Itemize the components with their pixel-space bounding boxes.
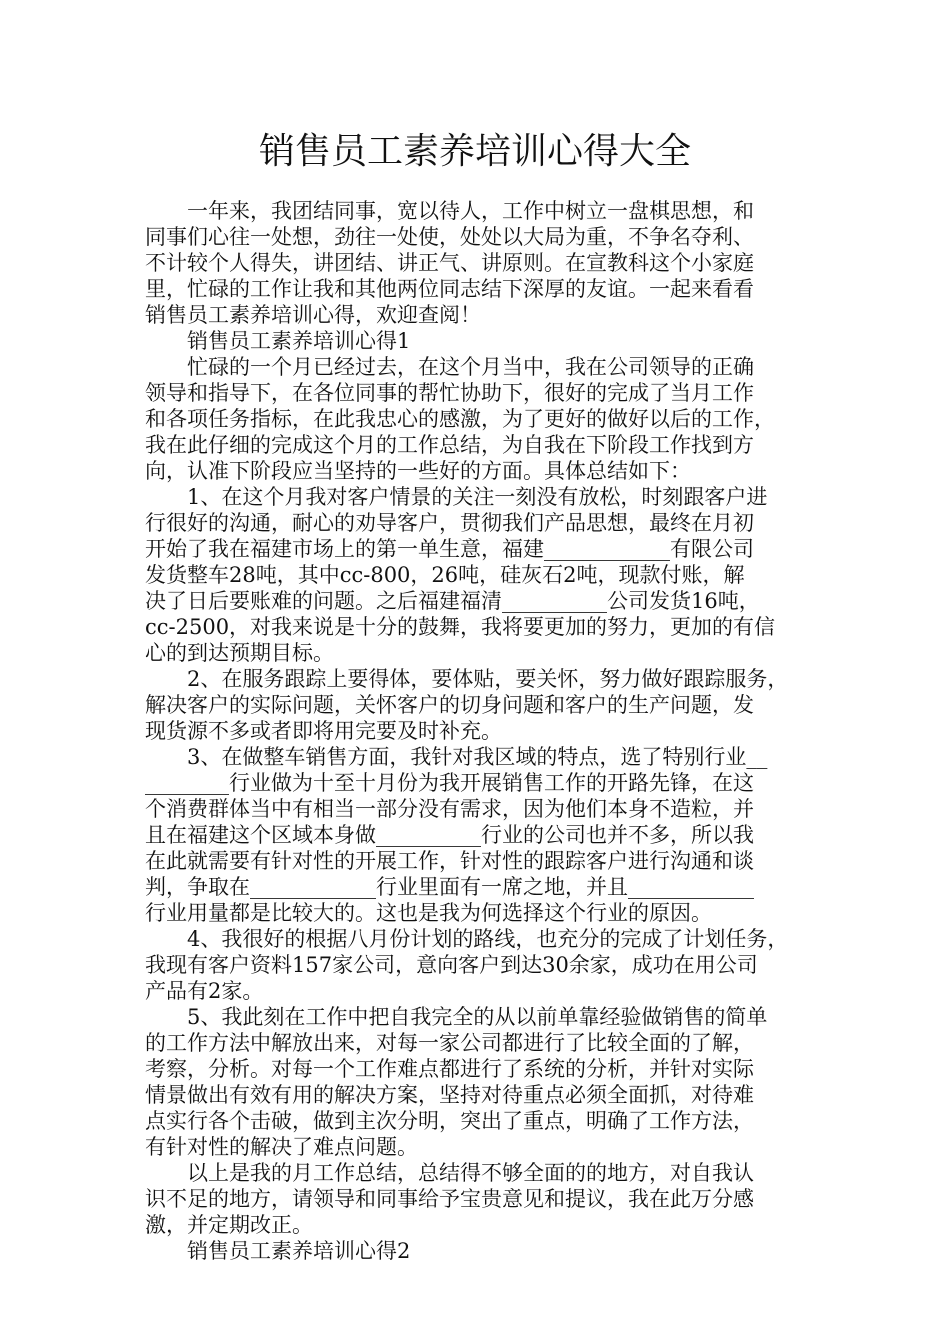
text-line: 销售员工素养培训心得2 xyxy=(187,1239,411,1263)
text-line: 识不足的地方，请领导和同事给予宝贵意见和提议，我在此万分感 xyxy=(145,1187,754,1211)
text-line: 在此就需要有针对性的开展工作，针对性的跟踪客户进行沟通和谈 xyxy=(145,849,754,873)
text-line: 决了日后要账难的问题。之后福建福清__________公司发货16吨， xyxy=(145,589,760,613)
text-line: 开始了我在福建市场上的第一单生意，福建____________有限公司 xyxy=(145,537,754,561)
text-line: 以上是我的月工作总结，总结得不够全面的的地方，对自我认 xyxy=(187,1161,754,1185)
text-line: 向，认准下阶段应当坚持的一些好的方面。具体总结如下： xyxy=(145,459,691,483)
text-line: cc-2500，对我来说是十分的鼓舞，我将要更加的努力，更加的有信 xyxy=(145,615,776,639)
text-line: 情景做出有效有用的解决方案，坚持对待重点必须全面抓，对待难 xyxy=(145,1083,754,1107)
text-line: 1、在这个月我对客户情景的关注一刻没有放松，时刻跟客户进 xyxy=(187,485,768,509)
text-line: 激，并定期改正。 xyxy=(145,1213,313,1237)
text-line: 销售员工素养培训心得1 xyxy=(187,329,411,353)
text-line: 5、我此刻在工作中把自我完全的从以前单靠经验做销售的简单 xyxy=(187,1005,768,1029)
text-line: 且在福建这个区域本身做__________行业的公司也并不多，所以我 xyxy=(145,823,754,847)
text-line: 3、在做整车销售方面，我针对我区域的特点，选了特别行业__ xyxy=(187,745,768,769)
text-line: ________行业做为十至十月份为我开展销售工作的开路先锋，在这 xyxy=(145,771,754,795)
text-line: 2、在服务跟踪上要得体，要体贴，要关怀，努力做好跟踪服务， xyxy=(187,667,789,691)
text-line: 同事们心往一处想，劲往一处使，处处以大局为重，不争名夺利、 xyxy=(145,225,754,249)
text-line: 判，争取在____________行业里面有一席之地，并且____________ xyxy=(145,875,754,899)
text-line: 解决客户的实际问题，关怀客户的切身问题和客户的生产问题，发 xyxy=(145,693,754,717)
text-line: 不计较个人得失，讲团结、讲正气、讲原则。在宣教科这个小家庭 xyxy=(145,251,754,275)
text-line: 行业用量都是比较大的。这也是我为何选择这个行业的原因。 xyxy=(145,901,712,925)
document-title: 销售员工素养培训心得大全 xyxy=(258,131,691,172)
text-line: 有针对性的解决了难点问题。 xyxy=(145,1135,418,1159)
text-line: 忙碌的一个月已经过去，在这个月当中，我在公司领导的正确 xyxy=(187,355,754,379)
text-line: 一年来，我团结同事，宽以待人，工作中树立一盘棋思想，和 xyxy=(187,199,754,223)
text-line: 个消费群体当中有相当一部分没有需求，因为他们本身不造粒，并 xyxy=(145,797,754,821)
text-line: 的工作方法中解放出来，对每一家公司都进行了比较全面的了解， xyxy=(145,1031,754,1055)
text-line: 我在此仔细的完成这个月的工作总结，为自我在下阶段工作找到方 xyxy=(145,433,754,457)
text-line: 里，忙碌的工作让我和其他两位同志结下深厚的友谊。一起来看看 xyxy=(145,277,754,301)
text-line: 产品有2家。 xyxy=(145,979,264,1003)
text-line: 我现有客户资料157家公司，意向客户到达30余家，成功在用公司 xyxy=(145,953,758,977)
text-line: 点实行各个击破，做到主次分明，突出了重点，明确了工作方法， xyxy=(145,1109,754,1133)
text-line: 发货整车28吨，其中cc-800，26吨，硅灰石2吨，现款付账，解 xyxy=(145,563,745,587)
text-line: 和各项任务指标，在此我忠心的感激，为了更好的做好以后的工作， xyxy=(145,407,775,431)
text-line: 领导和指导下，在各位同事的帮忙协助下，很好的完成了当月工作 xyxy=(145,381,754,405)
text-line: 4、我很好的根据八月份计划的路线，也充分的完成了计划任务， xyxy=(187,927,789,951)
document-body xyxy=(145,198,817,1264)
text-line: 行很好的沟通，耐心的劝导客户，贯彻我们产品思想，最终在月初 xyxy=(145,511,754,535)
text-line: 现货源不多或者即将用完要及时补充。 xyxy=(145,719,502,743)
text-line: 考察，分析。对每一个工作难点都进行了系统的分析，并针对实际 xyxy=(145,1057,754,1081)
text-line: 销售员工素养培训心得，欢迎查阅！ xyxy=(145,303,481,327)
text-line: 心的到达预期目标。 xyxy=(145,641,334,665)
